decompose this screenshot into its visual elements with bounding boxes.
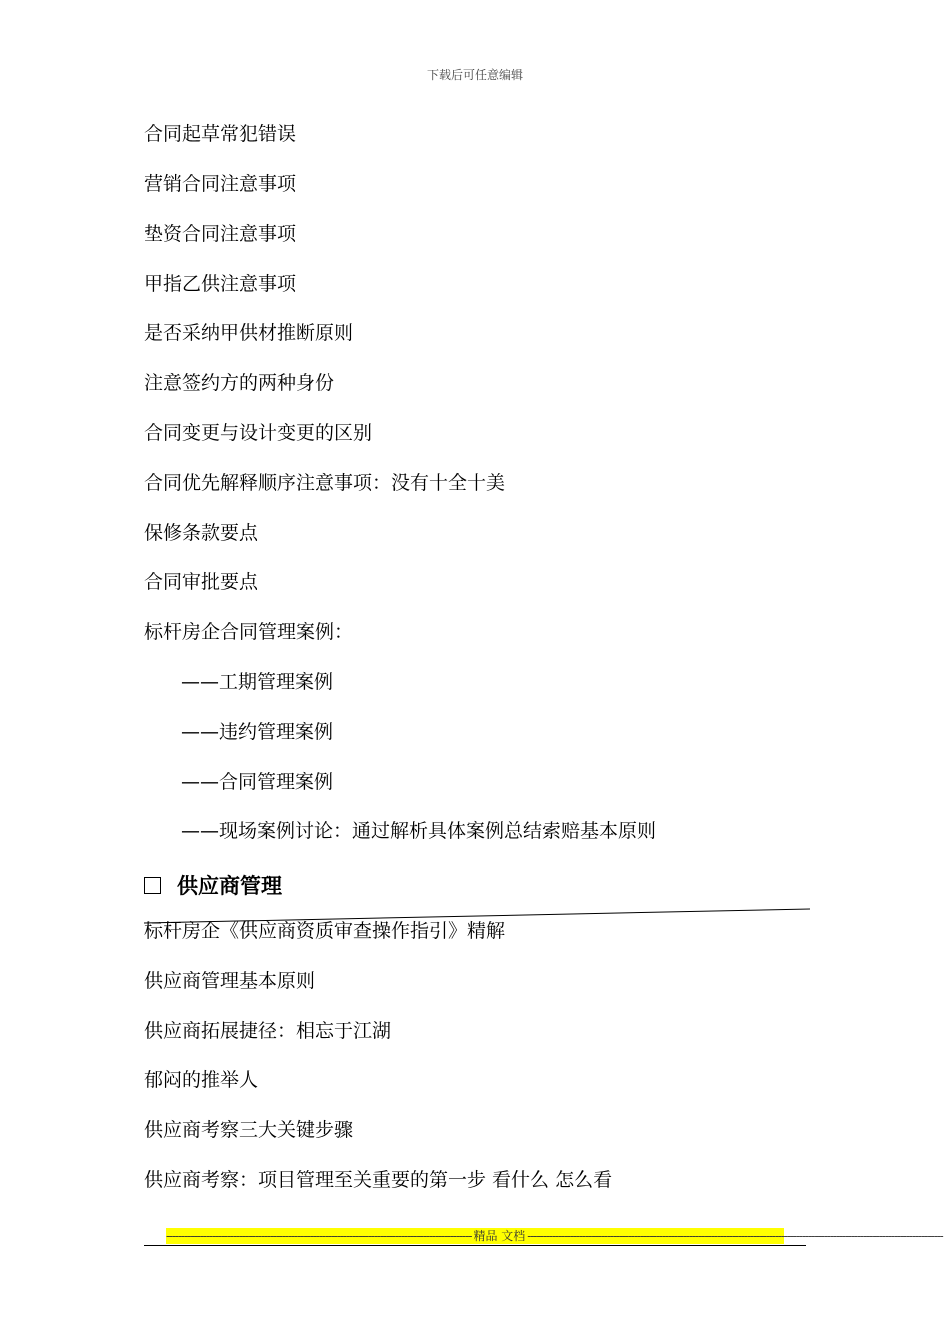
list-item: 供应商考察三大关键步骤 — [144, 1119, 354, 1141]
list-item: 保修条款要点 — [144, 522, 259, 544]
footer-banner — [166, 1228, 943, 1244]
list-item: 合同优先解释顺序注意事项：没有十全十美 — [144, 472, 506, 494]
section-title: 供应商管理 — [177, 874, 282, 898]
list-item: 合同审批要点 — [144, 571, 259, 593]
list-item: 甲指乙供注意事项 — [144, 273, 297, 295]
list-item: 郁闷的推举人 — [144, 1069, 259, 1091]
list-item: 供应商考察：项目管理至关重要的第一步 看什么 怎么看 — [144, 1169, 613, 1191]
list-item: 合同变更与设计变更的区别 — [144, 422, 373, 444]
footer-dashes-left: ---------------------------------------------------------------------------------------------------- — [166, 1229, 472, 1243]
list-item: 垫资合同注意事项 — [144, 223, 297, 245]
page-header: 下载后可任意编辑 — [426, 68, 523, 82]
section-heading — [144, 873, 282, 899]
list-item: 合同起草常犯错误 — [144, 123, 297, 145]
sub-list-item: ——工期管理案例 — [181, 671, 334, 693]
sub-list-item: ——合同管理案例 — [181, 771, 334, 793]
list-item: 供应商管理基本原则 — [144, 970, 316, 992]
footer-dashes-right: ---------------------------------------------------------------------------------------------------------------------------------------- — [527, 1229, 943, 1243]
list-item: 标杆房企合同管理案例： — [144, 621, 354, 643]
list-item: 标杆房企《供应商资质审查操作指引》精解 — [144, 920, 506, 942]
list-item: 是否采纳甲供材推断原则 — [144, 322, 354, 344]
list-item: 营销合同注意事项 — [144, 173, 297, 195]
list-item: 注意签约方的两种身份 — [144, 372, 335, 394]
footer-label: 精品 文档 — [473, 1229, 526, 1243]
sub-list-item: ——违约管理案例 — [181, 721, 334, 743]
sub-list-item: ——现场案例讨论：通过解析具体案例总结索赔基本原则 — [181, 820, 657, 842]
list-item: 供应商拓展捷径：相忘于江湖 — [144, 1020, 392, 1042]
footer-rule — [144, 1245, 806, 1246]
checkbox-icon — [144, 877, 161, 894]
